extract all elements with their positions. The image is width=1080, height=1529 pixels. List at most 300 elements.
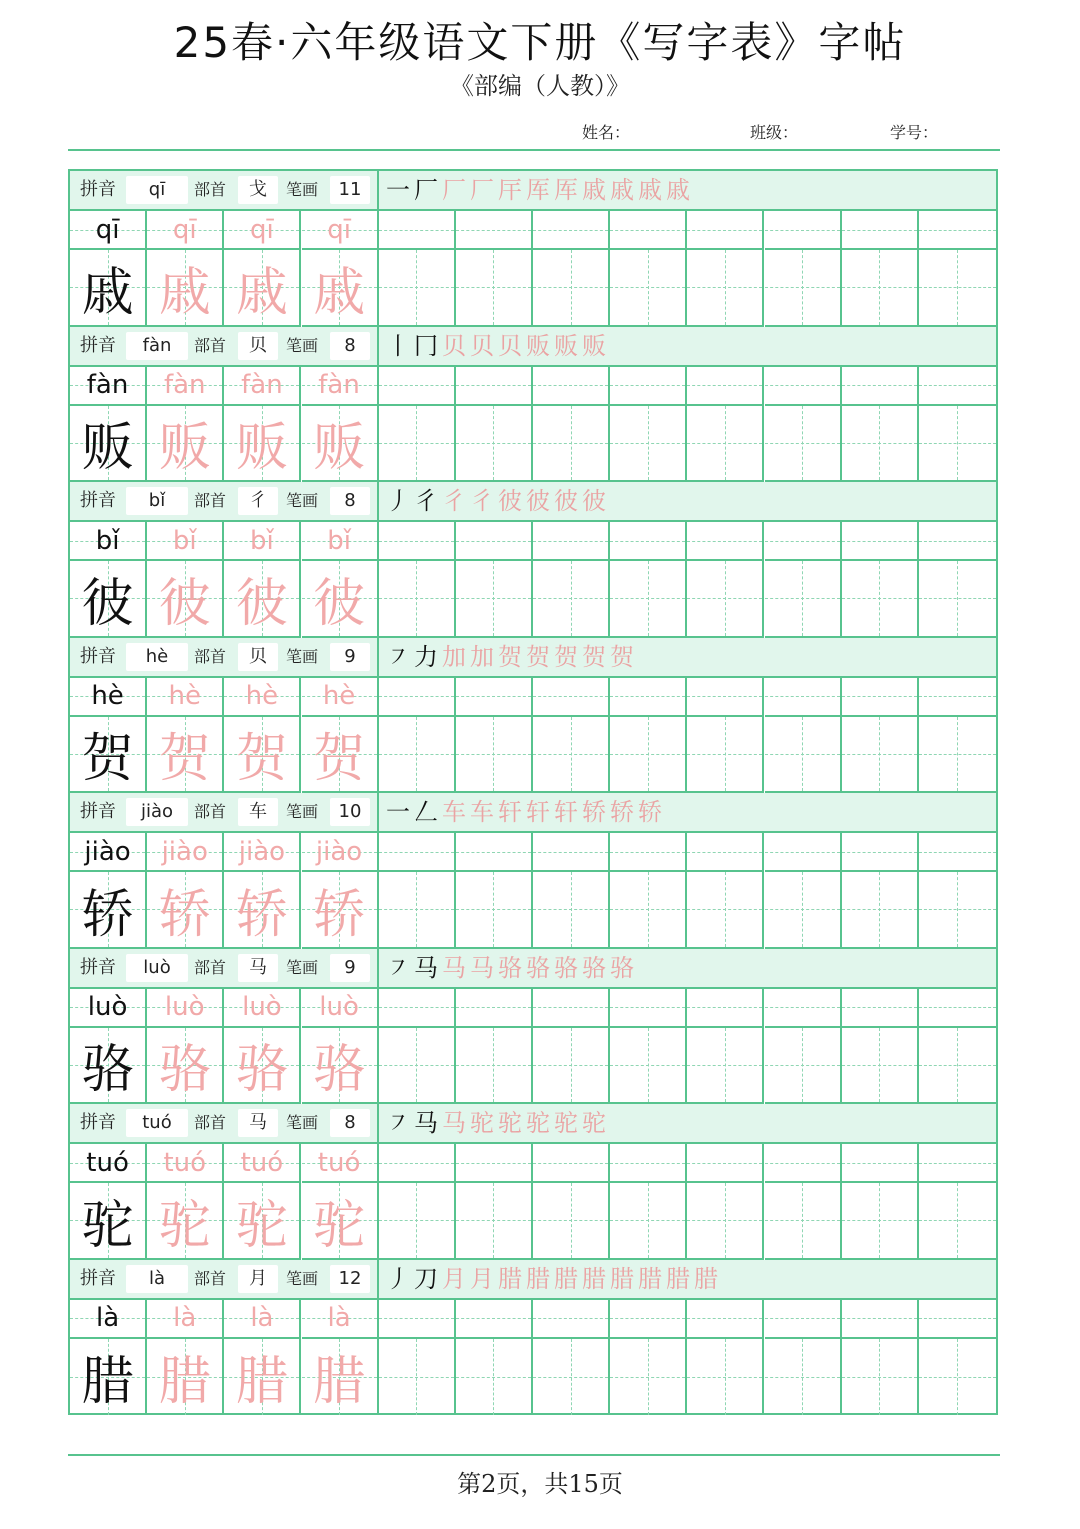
radical-label: 部首 [194,491,227,510]
char-blank-cell[interactable] [919,1028,996,1105]
stroke-step: ㇇ [386,953,410,982]
char-blank-cell[interactable] [687,406,764,483]
char-text: 骆 [235,1040,288,1101]
pinyin-blank-cell[interactable] [533,989,610,1028]
stroke-step: 贺 [498,642,522,671]
pinyin-blank-cell[interactable] [842,1144,919,1183]
char-blank-cell[interactable] [765,250,842,327]
char-blank-cell[interactable] [919,717,996,794]
stroke-step: 马 [414,1109,438,1137]
char-blank-cell[interactable] [765,872,842,949]
pinyin-blank-cell[interactable] [842,367,919,406]
char-blank-cell[interactable] [533,1183,610,1260]
pinyin-model-cell [70,1300,147,1339]
char-info-row [70,327,996,367]
radical-value: 车 [238,798,278,826]
char-blank-cell[interactable] [842,872,919,949]
stroke-step: 彳 [414,487,438,515]
stroke-step: 月 [470,1264,494,1293]
stroke-order [384,171,692,209]
pinyin-blank-cell[interactable] [919,833,996,872]
pinyin-blank-cell[interactable] [379,211,456,250]
stroke-step: 厂 [442,176,466,204]
pinyin-model-cell [70,522,147,561]
char-trace-cell [302,1183,379,1260]
char-text: 贺 [158,729,211,790]
pinyin-blank-cell[interactable] [610,678,687,717]
page-number: 第2页，共15页 [457,1470,623,1498]
pinyin-text: fàn [86,370,129,400]
char-text: 骆 [81,1040,134,1101]
pinyin-blank-cell[interactable] [919,211,996,250]
pinyin-blank-cell[interactable] [919,367,996,406]
pinyin-value: tuó [126,1109,188,1137]
pinyin-label: 拼音 [80,956,116,978]
pinyin-blank-cell[interactable] [687,522,764,561]
pinyin-text: bǐ [172,525,197,556]
pinyin-blank-cell[interactable] [842,989,919,1028]
pinyin-text: hè [91,681,124,711]
stroke-step: 腊 [610,1264,634,1293]
pinyin-text: tuó [86,1147,129,1178]
pinyin-blank-cell[interactable] [919,1300,996,1339]
char-text: 戚 [81,262,134,323]
radical-value: 马 [238,954,278,982]
stroke-step: 轿 [610,798,634,826]
pinyin-blank-cell[interactable] [456,1300,533,1339]
radical-value: 戈 [238,176,278,204]
pinyin-blank-cell[interactable] [765,211,842,250]
pinyin-blank-cell[interactable] [533,522,610,561]
char-text: 戚 [158,262,211,323]
stroke-step: 厍 [554,176,578,204]
pinyin-blank-cell[interactable] [533,1144,610,1183]
stroke-step: 驼 [526,1109,550,1137]
pinyin-trace-cell [302,1300,379,1339]
pinyin-blank-cell[interactable] [533,367,610,406]
pinyin-text: jiào [238,836,286,867]
stroke-step: 轿 [582,798,606,826]
char-blank-cell[interactable] [533,1028,610,1105]
strokes-label: 笔画 [286,335,319,355]
stroke-order [384,638,636,676]
char-blank-cell[interactable] [842,717,919,794]
pinyin-value: hè [126,643,188,671]
pinyin-blank-cell[interactable] [919,989,996,1028]
char-blank-cell[interactable] [842,1183,919,1260]
char-text: 贩 [81,418,134,479]
strokes-value: 10 [330,798,370,826]
pinyin-label: 拼音 [80,490,116,511]
stroke-step: 冂 [414,331,438,360]
stroke-order [384,949,636,987]
pinyin-blank-cell[interactable] [919,1144,996,1183]
char-trace-cell [302,561,379,638]
radical-label: 部首 [194,1113,227,1132]
pinyin-blank-cell[interactable] [842,1300,919,1339]
pinyin-blank-cell[interactable] [610,522,687,561]
pinyin-trace-cell [224,522,301,561]
pinyin-trace-cell [224,367,301,406]
pinyin-text: luò [242,992,282,1022]
pinyin-blank-cell[interactable] [842,211,919,250]
stroke-step: 马 [470,953,494,982]
char-blank-cell[interactable] [456,717,533,794]
char-entry-6 [70,1104,996,1260]
char-text: 贺 [313,729,366,790]
char-blank-cell[interactable] [687,1183,764,1260]
pinyin-blank-cell[interactable] [533,1300,610,1339]
pinyin-text: qī [327,214,351,245]
stroke-step: 丿 [386,487,410,515]
pinyin-trace-cell [302,522,379,561]
char-blank-cell[interactable] [610,250,687,327]
stroke-step: 力 [414,642,438,671]
char-text: 腊 [158,1352,211,1413]
pinyin-blank-cell[interactable] [687,1144,764,1183]
char-blank-cell[interactable] [687,250,764,327]
char-info-row [70,638,996,678]
stroke-step: 轩 [526,798,550,826]
pinyin-blank-cell[interactable] [842,678,919,717]
char-blank-cell[interactable] [456,1339,533,1416]
stroke-step: 𠃋 [414,798,438,826]
pinyin-text: jiào [315,836,363,867]
char-blank-cell[interactable] [379,406,456,483]
pinyin-trace-cell [147,678,224,717]
char-blank-cell[interactable] [610,1183,687,1260]
pinyin-blank-cell[interactable] [456,833,533,872]
pinyin-trace-cell [147,989,224,1028]
char-text: 驼 [313,1195,366,1256]
char-blank-cell[interactable] [842,1028,919,1105]
strokes-label: 笔画 [286,802,319,821]
char-blank-cell[interactable] [456,406,533,483]
pinyin-text: luò [164,992,205,1022]
pinyin-blank-cell[interactable] [919,678,996,717]
char-text: 贺 [81,729,134,790]
char-info-row [70,949,996,989]
char-blank-cell[interactable] [379,1183,456,1260]
char-trace-cell [147,1028,224,1105]
char-trace-cell [302,1339,379,1416]
pinyin-trace-cell [302,1144,379,1183]
char-blank-cell[interactable] [379,1028,456,1105]
strokes-label: 笔画 [286,1113,319,1132]
char-blank-cell[interactable] [687,872,764,949]
pinyin-text: hè [168,681,201,711]
char-blank-cell[interactable] [687,717,764,794]
char-info-row [70,482,996,522]
pinyin-blank-cell[interactable] [842,522,919,561]
stroke-step: 马 [442,953,466,982]
char-blank-cell[interactable] [533,1339,610,1416]
char-trace-cell [224,872,301,949]
char-blank-cell[interactable] [842,250,919,327]
pinyin-blank-cell[interactable] [533,833,610,872]
pinyin-trace-cell [302,367,379,406]
char-trace-cell [302,1028,379,1105]
pinyin-blank-cell[interactable] [765,1300,842,1339]
char-blank-cell[interactable] [919,1339,996,1416]
pinyin-blank-cell[interactable] [687,1300,764,1339]
pinyin-blank-cell[interactable] [379,1144,456,1183]
char-blank-cell[interactable] [379,872,456,949]
info-separator [377,482,379,520]
strokes-label: 笔画 [286,491,319,510]
char-text: 彼 [81,573,134,634]
stroke-order [384,1260,720,1298]
char-blank-cell[interactable] [687,1339,764,1416]
char-model-cell [70,717,147,794]
info-separator [377,1104,379,1142]
char-blank-cell[interactable] [456,250,533,327]
char-blank-cell[interactable] [379,1339,456,1416]
pinyin-text: qī [95,214,120,245]
radical-label: 部首 [194,1268,227,1288]
pinyin-value: luò [126,954,188,982]
pinyin-model-cell [70,1144,147,1183]
char-trace-cell [302,250,379,327]
char-text: 贩 [235,418,288,479]
pinyin-blank-cell[interactable] [456,367,533,406]
stroke-step: 骆 [610,953,634,982]
pinyin-blank-cell[interactable] [379,367,456,406]
char-blank-cell[interactable] [456,561,533,638]
pinyin-value: jiào [126,798,188,826]
student-name-label: 姓名： [582,123,631,142]
pinyin-blank-cell[interactable] [456,678,533,717]
stroke-step: ㇇ [386,1109,410,1137]
char-text: 腊 [235,1352,288,1413]
char-text: 贩 [313,418,366,479]
pinyin-text: là [250,1303,274,1333]
pinyin-label: 拼音 [80,1267,116,1289]
pinyin-blank-cell[interactable] [610,1300,687,1339]
pinyin-blank-cell[interactable] [533,211,610,250]
char-text: 驼 [81,1195,134,1256]
pinyin-blank-cell[interactable] [456,211,533,250]
pinyin-blank-cell[interactable] [379,522,456,561]
pinyin-text: jiào [161,836,208,867]
char-trace-cell [224,250,301,327]
top-divider [68,149,1000,151]
char-blank-cell[interactable] [379,717,456,794]
pinyin-blank-cell[interactable] [610,833,687,872]
pinyin-blank-cell[interactable] [687,211,764,250]
pinyin-trace-cell [302,989,379,1028]
char-blank-cell[interactable] [610,561,687,638]
char-trace-cell [147,1183,224,1260]
char-blank-cell[interactable] [533,872,610,949]
char-entry-2 [70,482,996,638]
pinyin-blank-cell[interactable] [610,211,687,250]
stroke-step: 贺 [582,642,606,671]
char-entry-1 [70,327,996,483]
char-trace-cell [224,406,301,483]
radical-label: 部首 [194,646,227,666]
pinyin-model-cell [70,678,147,717]
char-blank-cell[interactable] [533,250,610,327]
char-blank-cell[interactable] [379,561,456,638]
char-blank-cell[interactable] [765,406,842,483]
stroke-step: 腊 [554,1264,578,1293]
char-trace-cell [224,1028,301,1105]
pinyin-blank-cell[interactable] [919,522,996,561]
pinyin-blank-cell[interactable] [765,522,842,561]
char-blank-cell[interactable] [919,250,996,327]
stroke-step: 戚 [666,176,690,204]
char-trace-cell [147,717,224,794]
pinyin-blank-cell[interactable] [765,989,842,1028]
char-blank-cell[interactable] [765,1183,842,1260]
stroke-step: 车 [470,798,494,826]
char-text: 轿 [235,884,288,945]
stroke-order [384,1104,608,1142]
pinyin-blank-cell[interactable] [456,1144,533,1183]
pinyin-blank-cell[interactable] [379,678,456,717]
char-entry-3 [70,638,996,794]
stroke-order [384,793,664,831]
strokes-label: 笔画 [286,646,319,666]
pinyin-blank-cell[interactable] [533,678,610,717]
char-blank-cell[interactable] [687,561,764,638]
char-blank-cell[interactable] [610,1028,687,1105]
char-text: 轿 [158,884,211,945]
char-blank-cell[interactable] [533,717,610,794]
stroke-step: 丿 [386,1264,410,1293]
char-blank-cell[interactable] [765,717,842,794]
char-blank-cell[interactable] [765,1339,842,1416]
pinyin-text: bǐ [95,525,120,556]
char-blank-cell[interactable] [456,872,533,949]
char-trace-cell [302,406,379,483]
pinyin-text: qī [172,214,197,245]
char-blank-cell[interactable] [919,872,996,949]
stroke-step: 腊 [498,1264,522,1293]
info-separator [377,327,379,365]
stroke-step: 一 [386,176,410,204]
student-id-label: 学号： [890,123,939,142]
pinyin-text: fàn [163,370,206,400]
pinyin-trace-cell [224,678,301,717]
pinyin-label: 拼音 [80,334,116,356]
pinyin-model-cell [70,367,147,406]
pinyin-text: fàn [318,370,360,400]
pinyin-text: bǐ [250,525,274,556]
pinyin-blank-cell[interactable] [687,833,764,872]
pinyin-value: fàn [126,332,188,360]
radical-value: 贝 [238,332,278,360]
pinyin-blank-cell[interactable] [610,367,687,406]
char-trace-cell [224,1183,301,1260]
strokes-value: 8 [330,487,370,515]
pinyin-trace-cell [224,1300,301,1339]
char-trace-cell [147,406,224,483]
pinyin-blank-cell[interactable] [687,678,764,717]
char-blank-cell[interactable] [842,1339,919,1416]
char-blank-cell[interactable] [765,1028,842,1105]
char-blank-cell[interactable] [842,406,919,483]
stroke-step: 厂 [414,176,438,204]
char-blank-cell[interactable] [919,1183,996,1260]
char-entry-0 [70,171,996,327]
char-blank-cell[interactable] [610,717,687,794]
char-blank-cell[interactable] [610,406,687,483]
char-blank-cell[interactable] [610,1339,687,1416]
pinyin-blank-cell[interactable] [765,678,842,717]
pinyin-blank-cell[interactable] [765,367,842,406]
char-text: 轿 [81,884,134,945]
pinyin-blank-cell[interactable] [610,989,687,1028]
pinyin-blank-cell[interactable] [379,1300,456,1339]
char-blank-cell[interactable] [765,561,842,638]
char-blank-cell[interactable] [533,561,610,638]
stroke-step: 马 [442,1109,466,1137]
radical-value: 彳 [238,487,278,515]
info-separator [377,949,379,987]
char-blank-cell[interactable] [842,561,919,638]
stroke-step: 彳 [470,487,494,515]
char-text: 驼 [235,1195,288,1256]
pinyin-blank-cell[interactable] [379,833,456,872]
char-blank-cell[interactable] [533,406,610,483]
radical-value: 马 [238,1109,278,1137]
pinyin-blank-cell[interactable] [456,989,533,1028]
stroke-step: 贝 [498,331,522,360]
char-entry-7 [70,1260,996,1416]
pinyin-blank-cell[interactable] [610,1144,687,1183]
char-blank-cell[interactable] [919,406,996,483]
pinyin-blank-cell[interactable] [379,989,456,1028]
stroke-step: 骆 [526,953,550,982]
pinyin-trace-cell [147,1144,224,1183]
pinyin-blank-cell[interactable] [765,1144,842,1183]
stroke-step: 彼 [526,487,550,515]
char-blank-cell[interactable] [456,1183,533,1260]
info-separator [377,1260,379,1298]
char-blank-cell[interactable] [687,1028,764,1105]
strokes-value: 8 [330,1109,370,1137]
pinyin-trace-cell [147,1300,224,1339]
pinyin-blank-cell[interactable] [687,367,764,406]
char-model-cell [70,250,147,327]
pinyin-model-cell [70,989,147,1028]
char-blank-cell[interactable] [456,1028,533,1105]
stroke-step: 贺 [526,642,550,671]
page-title: 25春·六年级语文下册《写字表》字帖 [173,18,907,67]
pinyin-blank-cell[interactable] [842,833,919,872]
pinyin-trace-cell [302,833,379,872]
pinyin-blank-cell[interactable] [456,522,533,561]
stroke-step: 戚 [582,176,606,204]
pinyin-text: luò [319,992,359,1022]
stroke-step: 贩 [526,331,550,360]
char-blank-cell[interactable] [379,250,456,327]
stroke-step: 厍 [526,176,550,204]
radical-value: 贝 [238,643,278,671]
char-text: 戚 [235,262,288,323]
char-trace-cell [302,717,379,794]
pinyin-blank-cell[interactable] [765,833,842,872]
char-info-row [70,793,996,833]
pinyin-blank-cell[interactable] [687,989,764,1028]
radical-label: 部首 [194,957,227,977]
char-blank-cell[interactable] [610,872,687,949]
char-trace-cell [224,1339,301,1416]
char-blank-cell[interactable] [919,561,996,638]
stroke-step: 戚 [610,176,634,204]
